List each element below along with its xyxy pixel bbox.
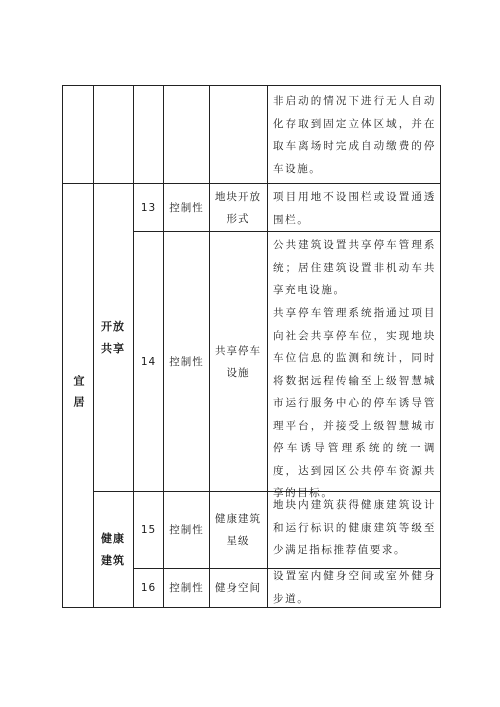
row-13-number: 13 <box>140 201 157 214</box>
row-14-number: 14 <box>140 355 157 368</box>
col-divider <box>267 85 268 608</box>
row-16-content: 设置室内健身空间或室外健身步道。 <box>273 570 436 605</box>
row-14-content-2: 共享停车管理系统指通过项目向社会共享停车位，实现地块车位信息的监测和统计，同时将数据远程传输至上级智慧城市运行服务中心的停车诱导管理平台，并接受上级智慧城市停车诱导管理系统的统一调度，达到园区公共停车资源共享的目标。 <box>273 307 436 499</box>
subcategory-open-share: 开放共享 <box>101 319 125 355</box>
row-16-number: 16 <box>140 582 157 594</box>
row-13-type: 控制性 <box>169 201 204 214</box>
row-15-type: 控制性 <box>169 524 204 536</box>
row-15-number: 15 <box>140 524 157 536</box>
row-13-content: 项目用地不设围栏或设置通透围栏。 <box>273 191 436 226</box>
row-16-item: 健身空间 <box>215 582 261 594</box>
table-border-right <box>440 85 441 608</box>
row-14-content-1: 公共建筑设置共享停车管理系统；居住建筑设置非机动车共享充电设施。 <box>273 239 436 296</box>
row-13-item: 地块开放形式 <box>215 190 261 225</box>
row-14-type: 控制性 <box>169 355 204 368</box>
subcategory-health-building: 健康建筑 <box>101 531 125 567</box>
col-divider <box>209 85 210 608</box>
table-border-left <box>62 85 63 608</box>
col-divider <box>93 85 94 608</box>
row-16-type: 控制性 <box>169 582 204 594</box>
table-border-top <box>62 85 440 86</box>
category-yiju: 宜居 <box>72 374 85 417</box>
row-15-item: 健康建筑星级 <box>215 513 261 547</box>
cell-content-continued: 非启动的情况下进行无人自动化存取到固定立体区域，并在取车离场时完成自动缴费的停车设施。 <box>273 95 436 175</box>
row-14-item: 共享停车设施 <box>215 344 261 379</box>
row-15-content: 地块内建筑获得健康建筑设计和运行标识的健康建筑等级至少满足指标推荐值要求。 <box>273 499 436 556</box>
